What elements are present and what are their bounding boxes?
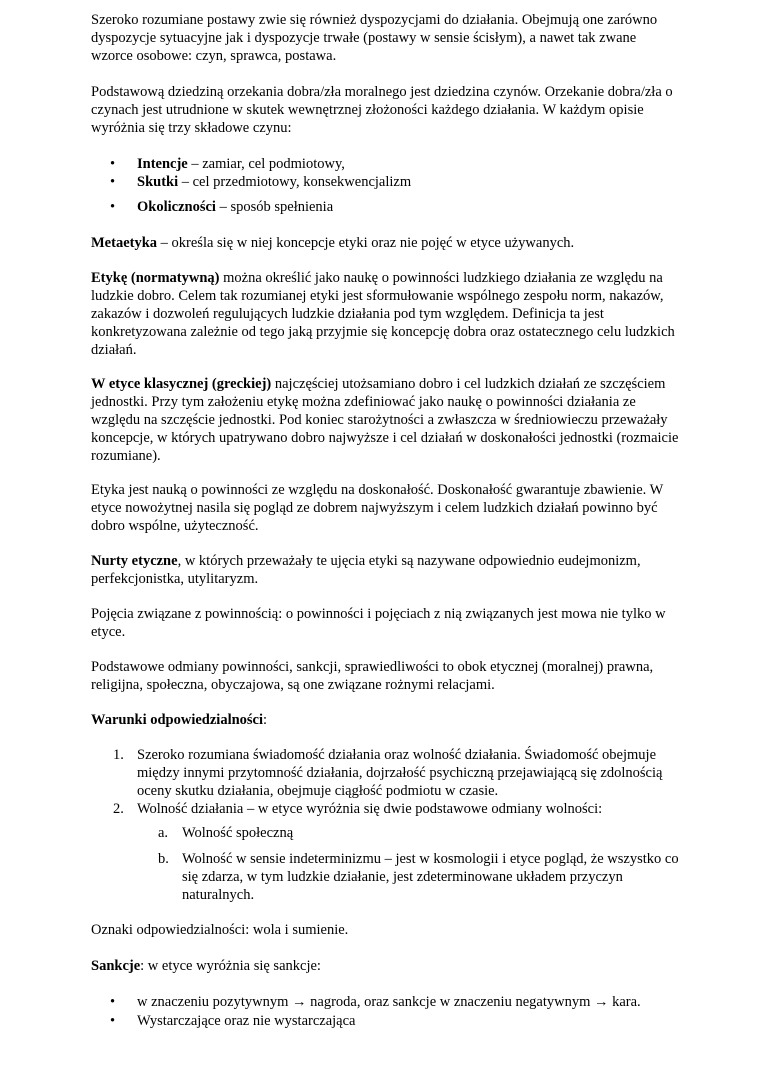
- paragraph-text: Etyka jest nauką o powinności ze względu na doskonałość. Doskonałość gwarantuje zbawienie. W etyce nowożytnej nasila się pogląd ze dobrem najwyższym i celem ludzkich działań powinno być dobro wspólne, użyteczność.: [91, 482, 664, 534]
- term-bold: Skutki: [137, 174, 179, 190]
- item-number: 1.: [113, 747, 124, 763]
- heading-warunki: [91, 711, 681, 729]
- term-desc: – zamiar, cel podmiotowy,: [187, 156, 345, 172]
- paragraph-pojecia: [91, 605, 681, 641]
- term-bold: Intencje: [137, 156, 188, 172]
- paragraph-postawy: [91, 11, 681, 65]
- item-text: Wolność działania – w etyce wyróżnia się dwie podstawowe odmiany wolności:: [137, 801, 603, 817]
- list-item-skutki: [91, 173, 691, 191]
- item-number: 2.: [113, 801, 124, 817]
- term-bold: Etykę (normatywną): [91, 270, 220, 286]
- paragraph-nurty: [91, 552, 681, 588]
- item-text: Wolność w sensie indeterminizmu – jest w kosmologii i etyce pogląd, że wszystko co się zdarza, w tym ludzkie działanie, jest zdeterminowane układem przyczyn naturalnych.: [182, 851, 679, 903]
- bullet-icon: •: [110, 1013, 116, 1029]
- paragraph-odmiany: [91, 658, 681, 694]
- numbered-item-1: [91, 746, 691, 800]
- list-item-intencje: [91, 155, 691, 173]
- list-item-sankcja-2: [91, 1012, 691, 1030]
- term-bold: Metaetyka: [91, 235, 158, 251]
- term-bold: Sankcje: [91, 958, 141, 974]
- item-text: Wystarczające oraz nie wystarczająca: [137, 1013, 356, 1029]
- term-desc: : w etyce wyróżnia się sankcje:: [140, 958, 321, 974]
- item-text: Wolność społeczną: [182, 825, 294, 841]
- bullet-icon: •: [110, 994, 116, 1010]
- bullet-icon: •: [110, 199, 116, 215]
- term-bold: Nurty etyczne: [91, 553, 178, 569]
- list-item-okolicznosci: [91, 198, 691, 216]
- term-desc: najczęściej utożsamiano dobro i cel ludzkich działań ze szczęściem jednostki. Przy tym założeniu etykę można zdefiniować jako naukę o powinności działania ze względu na szczęście jednostki. Pod koniec starożytności a zwłaszcza w średniowieczu przeważały koncepcje, w których upatrywano dobro najwyższe i cel działań w doskonałości jednostki (rozmaicie rozumiane).: [91, 376, 679, 464]
- term-desc: – określa się w niej koncepcje etyki oraz nie pojęć w etyce używanych.: [157, 235, 575, 251]
- term-bold: W etyce klasycznej (greckiej): [91, 376, 272, 392]
- term-desc: można określić jako naukę o powinności ludzkiego działania ze względu na ludzkie dobro. Celem tak rozumianej etyki jest sformułowanie wspólnego zespołu norm, nakazów, zakazów i dozwoleń regulujących ludzkie działania pod tym względem. Definicja ta jest konkretyzowana zależnie od tego jaką przyjmie się koncepcję dobra oraz ostatecznego celu ludzkich działań.: [91, 270, 675, 358]
- paragraph-text: Podstawową dziedziną orzekania dobra/zła moralnego jest dziedzina czynów. Orzekanie dobra/zła o czynach jest utrudnione w skutek wewnętrznej złożoności każdego działania. W każdym opisie wyróżnia się trzy składowe czynu:: [91, 84, 673, 136]
- term-desc: :: [263, 712, 268, 728]
- paragraph-text: Szeroko rozumiane postawy zwie się również dyspozycjami do działania. Obejmują one zarówno dyspozycje sytuacyjne jak i dyspozycje trwałe (postawy w sensie ścisłym), a nawet tak zwane wzorce osobowe: czyn, sprawca, postawa.: [91, 12, 658, 64]
- paragraph-etyka-normatywna: [91, 269, 681, 359]
- item-text: Szeroko rozumiana świadomość działania oraz wolność działania. Świadomość obejmuje między innymi przytomność działania, dojrzałość psychiczną przejawiającą się zdolnością oceny skutku działania, obejmuje ciągłość podmiotu w czasie.: [137, 747, 663, 799]
- term-desc: – cel przedmiotowy, konsekwencjalizm: [178, 174, 412, 190]
- term-desc: , w których przeważały te ujęcia etyki są nazywane odpowiednio eudejmonizm, perfekcjonistka, utylitaryzm.: [91, 553, 641, 587]
- term-bold: Okoliczności: [137, 199, 216, 215]
- paragraph-metaetyka: [91, 234, 681, 252]
- paragraph-doskonalosc: [91, 481, 681, 535]
- item-letter: b.: [158, 851, 169, 867]
- paragraph-dziedzina: [91, 83, 681, 137]
- term-desc: – sposób spełnienia: [215, 199, 334, 215]
- numbered-item-2: [91, 800, 691, 818]
- paragraph-etyka-klasyczna: [91, 375, 681, 465]
- item-text: w znaczeniu pozytywnym → nagroda, oraz sankcje w znaczeniu negatywnym → kara.: [137, 994, 641, 1010]
- paragraph-text: Pojęcia związane z powinnością: o powinności i pojęciach z nią związanych jest mowa nie tylko w etyce.: [91, 606, 666, 640]
- term-bold: Warunki odpowiedzialności: [91, 712, 264, 728]
- item-letter: a.: [158, 825, 169, 841]
- paragraph-text: Oznaki odpowiedzialności: wola i sumienie.: [91, 922, 349, 938]
- bullet-icon: •: [110, 174, 116, 190]
- paragraph-sankcje: [91, 957, 681, 975]
- bullet-icon: •: [110, 156, 116, 172]
- sub-item-b: [91, 850, 691, 904]
- list-item-sankcja-1: [91, 993, 691, 1011]
- paragraph-oznaki: [91, 921, 681, 939]
- paragraph-text: Podstawowe odmiany powinności, sankcji, sprawiedliwości to obok etycznej (moralnej) prawna, religijna, społeczna, obyczajowa, są one związane rożnymi relacjami.: [91, 659, 654, 693]
- sub-item-a: [91, 824, 691, 842]
